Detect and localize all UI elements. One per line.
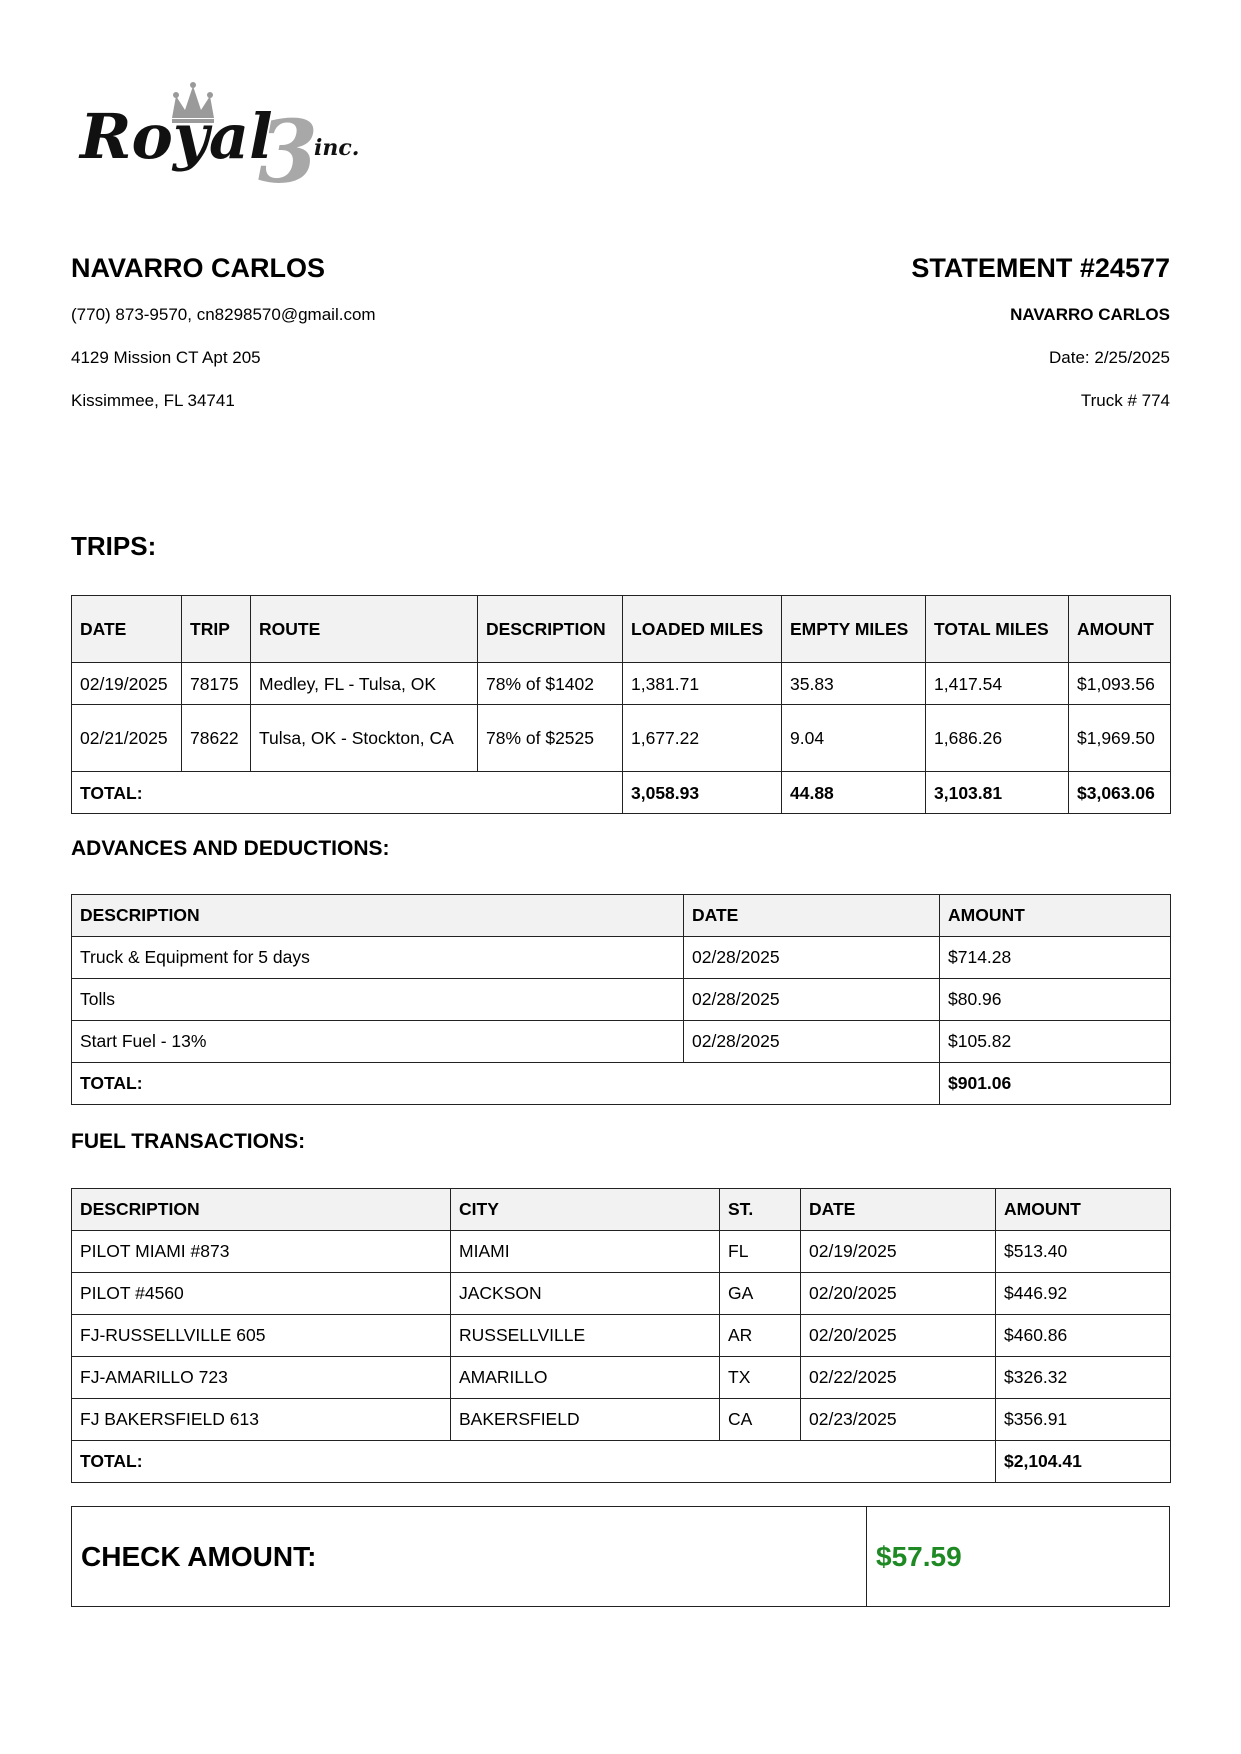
fuel-total-row [72,1441,1171,1483]
fuel-state: GA [720,1273,801,1315]
driver-address-line2: Kissimmee, FL 34741 [71,391,235,410]
statement-driver-name: NAVARRO CARLOS [1010,305,1170,324]
deduction-date: 02/28/2025 [684,937,940,979]
trip-description: 78% of $1402 [478,663,623,705]
table-row [72,1273,1171,1315]
fuel-header-date: DATE [801,1189,996,1231]
table-row [72,937,1171,979]
trip-description: 78% of $2525 [478,705,623,772]
fuel-city: MIAMI [451,1231,720,1273]
trips-total-loaded-miles: 3,058.93 [623,772,782,814]
table-row [72,1399,1171,1441]
deductions-header-amount: AMOUNT [940,895,1171,937]
trips-header-date: DATE [72,596,182,663]
statement-title: STATEMENT #24577 [911,253,1170,283]
fuel-header-state: ST. [720,1189,801,1231]
trip-route: Medley, FL - Tulsa, OK [251,663,478,705]
trips-title: TRIPS: [71,531,157,561]
fuel-header-city: CITY [451,1189,720,1231]
svg-text:3: 3 [258,102,318,190]
table-row [72,1357,1171,1399]
trips-header-description: DESCRIPTION [478,596,623,663]
fuel-date: 02/22/2025 [801,1357,996,1399]
trips-table [71,595,1171,814]
table-row [72,705,1171,772]
trip-empty-miles: 35.83 [782,663,926,705]
trip-amount: $1,093.56 [1069,663,1171,705]
trips-total-label: TOTAL: [72,772,623,814]
deduction-description: Start Fuel - 13% [72,1021,684,1063]
trip-number: 78175 [182,663,251,705]
fuel-city: BAKERSFIELD [451,1399,720,1441]
trips-header-trip: TRIP [182,596,251,663]
statement-truck: Truck # 774 [1080,391,1170,410]
fuel-amount: $356.91 [996,1399,1171,1441]
deductions-total-label: TOTAL: [72,1063,940,1105]
deductions-table [71,894,1171,1105]
deductions-total-row [72,1063,1171,1105]
fuel-city: JACKSON [451,1273,720,1315]
trips-header-empty-miles: EMPTY MILES [782,596,926,663]
trip-empty-miles: 9.04 [782,705,926,772]
deduction-description: Tolls [72,979,684,1021]
table-row [72,1021,1171,1063]
driver-info [71,248,376,422]
fuel-city: AMARILLO [451,1357,720,1399]
fuel-header-row [72,1189,1171,1231]
fuel-table [71,1188,1171,1483]
company-logo [78,80,378,190]
deduction-date: 02/28/2025 [684,1021,940,1063]
fuel-city: RUSSELLVILLE [451,1315,720,1357]
fuel-title: FUEL TRANSACTIONS: [71,1130,306,1153]
deduction-description: Truck & Equipment for 5 days [72,937,684,979]
trips-header-loaded-miles: LOADED MILES [623,596,782,663]
deduction-amount: $105.82 [940,1021,1171,1063]
deduction-amount: $80.96 [940,979,1171,1021]
royal3-logo-image [78,80,378,190]
check-amount-label: CHECK AMOUNT: [72,1507,867,1606]
fuel-total-amount: $2,104.41 [996,1441,1171,1483]
statement-info [911,248,1170,422]
deduction-amount: $714.28 [940,937,1171,979]
fuel-state: FL [720,1231,801,1273]
deductions-header-date: DATE [684,895,940,937]
table-row [72,663,1171,705]
fuel-description: FJ BAKERSFIELD 613 [72,1399,451,1441]
deduction-date: 02/28/2025 [684,979,940,1021]
check-amount-value: $57.59 [876,1540,962,1572]
table-row [72,979,1171,1021]
fuel-amount: $446.92 [996,1273,1171,1315]
fuel-amount: $460.86 [996,1315,1171,1357]
trip-loaded-miles: 1,381.71 [623,663,782,705]
driver-name: NAVARRO CARLOS [71,253,325,283]
fuel-description: PILOT MIAMI #873 [72,1231,451,1273]
trip-total-miles: 1,417.54 [926,663,1069,705]
statement-date: Date: 2/25/2025 [1049,348,1170,367]
fuel-header-description: DESCRIPTION [72,1189,451,1231]
fuel-total-label: TOTAL: [72,1441,996,1483]
trip-loaded-miles: 1,677.22 [623,705,782,772]
fuel-date: 02/23/2025 [801,1399,996,1441]
fuel-state: AR [720,1315,801,1357]
trip-date: 02/19/2025 [72,663,182,705]
driver-address-line1: 4129 Mission CT Apt 205 [71,348,261,367]
deductions-total-amount: $901.06 [940,1063,1171,1105]
trips-total-miles: 3,103.81 [926,772,1069,814]
svg-text:inc.: inc. [314,135,360,161]
trip-number: 78622 [182,705,251,772]
fuel-date: 02/19/2025 [801,1231,996,1273]
fuel-state: TX [720,1357,801,1399]
trips-header-route: ROUTE [251,596,478,663]
fuel-date: 02/20/2025 [801,1315,996,1357]
trip-date: 02/21/2025 [72,705,182,772]
table-row [72,1315,1171,1357]
deductions-title: ADVANCES AND DEDUCTIONS: [71,837,390,860]
trip-amount: $1,969.50 [1069,705,1171,772]
fuel-state: CA [720,1399,801,1441]
fuel-description: FJ-AMARILLO 723 [72,1357,451,1399]
fuel-description: PILOT #4560 [72,1273,451,1315]
driver-contact: (770) 873-9570, cn8298570@gmail.com [71,305,376,324]
svg-text:Royal: Royal [80,100,273,173]
trips-header-amount: AMOUNT [1069,596,1171,663]
trips-total-row [72,772,1171,814]
check-amount-box [71,1506,1170,1607]
fuel-header-amount: AMOUNT [996,1189,1171,1231]
fuel-amount: $326.32 [996,1357,1171,1399]
trips-total-empty-miles: 44.88 [782,772,926,814]
fuel-date: 02/20/2025 [801,1273,996,1315]
trip-total-miles: 1,686.26 [926,705,1069,772]
fuel-amount: $513.40 [996,1231,1171,1273]
trips-total-amount: $3,063.06 [1069,772,1171,814]
table-row [72,1231,1171,1273]
fuel-description: FJ-RUSSELLVILLE 605 [72,1315,451,1357]
deductions-header-description: DESCRIPTION [72,895,684,937]
trips-header-total-miles: TOTAL MILES [926,596,1069,663]
trip-route: Tulsa, OK - Stockton, CA [251,705,478,772]
deductions-header-row [72,895,1171,937]
trips-header-row [72,596,1171,663]
